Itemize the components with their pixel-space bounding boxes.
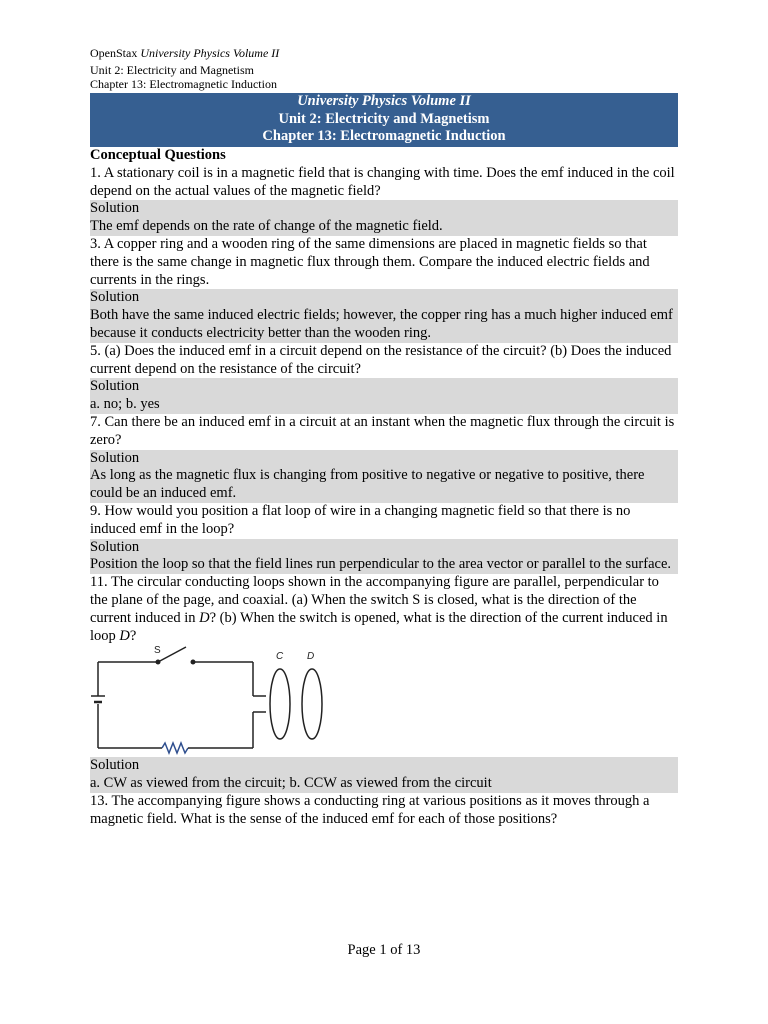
- loop-d-ref: D: [199, 609, 210, 626]
- question-11: [90, 574, 678, 645]
- switch-contact-left: [156, 660, 161, 665]
- solution-11-text: a. CW as viewed from the circuit; b. CCW as viewed from the circuit: [90, 775, 492, 792]
- loop-d-label: D: [307, 651, 315, 663]
- loop-c-icon: [270, 669, 290, 739]
- question-11-part1: 11. The circular conducting loops shown in the accompanying figure are parallel, perpendicular to the plane of the page, and coaxial. (a) When the switch S is closed, what is the direction of the current induced in: [90, 574, 659, 626]
- section-title: Conceptual Questions: [90, 147, 226, 163]
- solution-3-text: Both have the same induced electric fields; however, the copper ring has a much higher induced emf because it conducts electricity better than the wooden ring.: [90, 307, 673, 341]
- solution-label: Solution: [90, 757, 140, 774]
- running-header-line1: [90, 46, 279, 60]
- solution-9-block: [90, 539, 678, 575]
- solution-11-block: [90, 757, 678, 793]
- solution-1-text: The emf depends on the rate of change of the magnetic field.: [90, 218, 443, 235]
- solution-7-block: [90, 450, 678, 503]
- solution-3-block: [90, 289, 678, 342]
- solution-label: Solution: [90, 289, 140, 306]
- running-header-line2: Unit 2: Electricity and Magnetism: [90, 63, 254, 77]
- question-13: 13. The accompanying figure shows a conducting ring at various positions as it moves through a magnetic field. What is the sense of the induced emf for each of those positions?: [90, 792, 650, 827]
- page-number: Page 1 of 13: [347, 942, 421, 958]
- header-book-title: University Physics Volume II: [140, 46, 280, 60]
- question-11-part3: ?: [129, 627, 137, 644]
- solution-1-block: [90, 200, 678, 236]
- question-1: 1. A stationary coil is in a magnetic field that is changing with time. Does the emf induced in the coil depend on the actual values of the magnetic field?: [90, 164, 675, 199]
- title-banner: [90, 93, 678, 147]
- question-9: 9. How would you position a flat loop of wire in a changing magnetic field so that there is no induced emf in the loop?: [90, 502, 631, 537]
- circuit-figure: [90, 645, 678, 757]
- switch-label: S: [154, 645, 161, 657]
- solution-9-text: Position the loop so that the field lines run perpendicular to the area vector or parallel to the surface.: [90, 556, 672, 573]
- solution-7-text: As long as the magnetic flux is changing from positive to negative or negative to positive, there could be an induced emf.: [90, 467, 645, 502]
- switch-contact-right: [191, 660, 196, 665]
- question-3: 3. A copper ring and a wooden ring of the same dimensions are placed in magnetic fields so that there is the same change in magnetic flux through them. Compare the induced electric fields and currents in the rings.: [90, 235, 650, 288]
- solution-label: Solution: [90, 378, 140, 395]
- question-7: 7. Can there be an induced emf in a circuit at an instant when the magnetic flux through the circuit is zero?: [90, 413, 675, 448]
- loop-d-icon: [302, 669, 322, 739]
- running-header-line3: Chapter 13: Electromagnetic Induction: [90, 77, 277, 91]
- document-body: [90, 147, 678, 829]
- loop-d-ref: D: [119, 627, 130, 644]
- resistor-icon: [162, 743, 188, 753]
- question-11-part2: ? (b) When the switch is opened, what is the direction of the current induced in loop: [90, 609, 668, 644]
- solution-label: Solution: [90, 538, 140, 555]
- solution-5-block: [90, 378, 678, 414]
- solution-label: Solution: [90, 449, 140, 466]
- banner-unit: Unit 2: Electricity and Magnetism: [278, 110, 490, 127]
- banner-book-title: University Physics Volume II: [297, 93, 471, 109]
- question-5: 5. (a) Does the induced emf in a circuit depend on the resistance of the circuit? (b) Does the induced current depend on the resistance of the circuit?: [90, 342, 672, 377]
- circuit-diagram: [90, 645, 330, 757]
- solution-5-text: a. no; b. yes: [90, 396, 160, 413]
- loop-c-label: C: [276, 651, 284, 663]
- banner-chapter: Chapter 13: Electromagnetic Induction: [262, 128, 506, 145]
- header-publisher: OpenStax: [90, 46, 141, 60]
- solution-label: Solution: [90, 200, 140, 217]
- switch-blade: [158, 647, 186, 662]
